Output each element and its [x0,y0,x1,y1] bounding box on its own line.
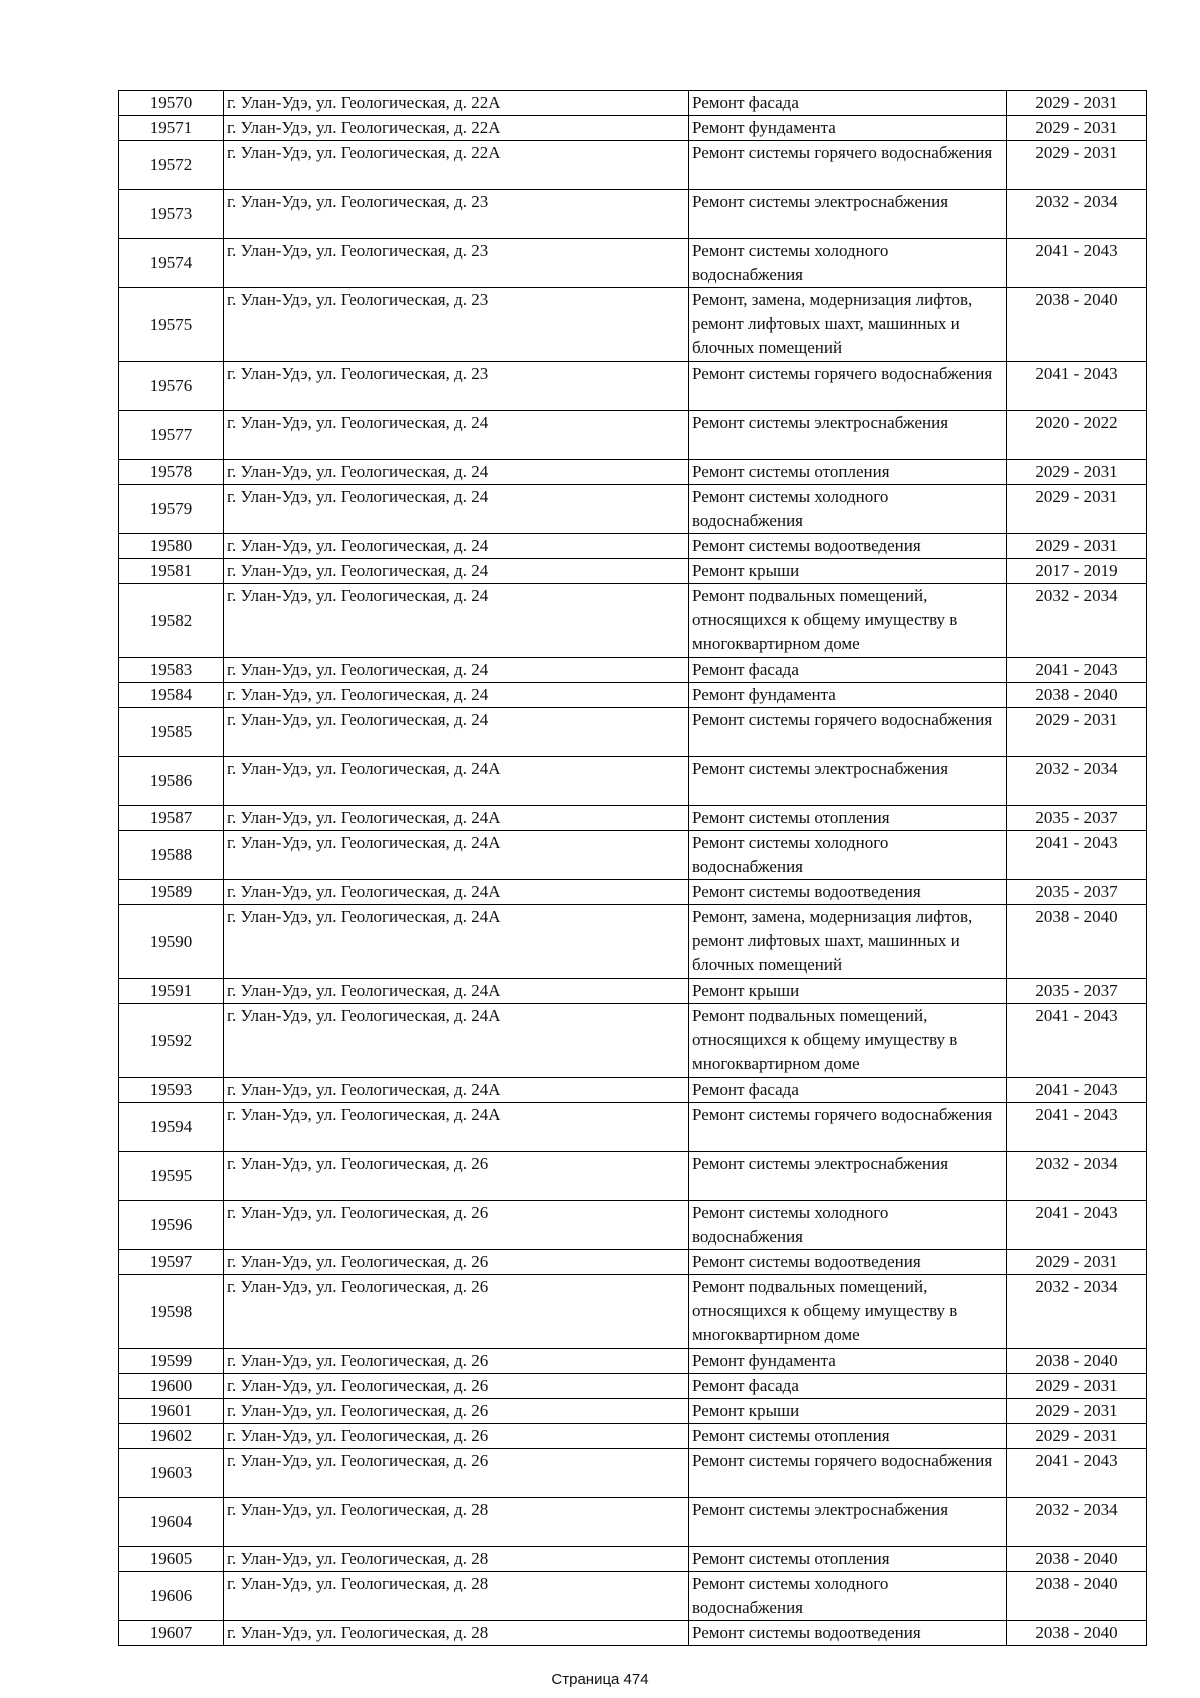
work-type-cell: Ремонт системы холодного водоснабжения [689,485,1007,534]
row-number-cell: 19575 [119,288,224,362]
row-number-cell: 19571 [119,116,224,141]
work-type-cell: Ремонт системы горячего водоснабжения [689,1449,1007,1498]
table-row [119,683,1147,708]
address-cell: г. Улан-Удэ, ул. Геологическая, д. 24А [224,806,689,831]
table-row [119,1498,1147,1547]
table-row [119,362,1147,411]
row-number-cell: 19596 [119,1201,224,1250]
row-number-cell: 19577 [119,411,224,460]
work-type-cell: Ремонт, замена, модернизация лифтов, ремонт лифтовых шахт, машинных и блочных помещений [689,288,1007,362]
work-type-cell: Ремонт системы горячего водоснабжения [689,708,1007,757]
work-type-cell: Ремонт фасада [689,1078,1007,1103]
period-cell: 2029 - 2031 [1007,1399,1147,1424]
address-cell: г. Улан-Удэ, ул. Геологическая, д. 26 [224,1349,689,1374]
table-row [119,1621,1147,1646]
work-type-cell: Ремонт фундамента [689,1349,1007,1374]
row-number-cell: 19601 [119,1399,224,1424]
period-cell: 2032 - 2034 [1007,757,1147,806]
address-cell: г. Улан-Удэ, ул. Геологическая, д. 26 [224,1152,689,1201]
table-row [119,116,1147,141]
row-number-cell: 19603 [119,1449,224,1498]
work-type-cell: Ремонт подвальных помещений, относящихся к общему имуществу в многоквартирном доме [689,1275,1007,1349]
address-cell: г. Улан-Удэ, ул. Геологическая, д. 24А [224,880,689,905]
row-number-cell: 19574 [119,239,224,288]
table-row [119,1201,1147,1250]
work-type-cell: Ремонт системы холодного водоснабжения [689,831,1007,880]
address-cell: г. Улан-Удэ, ул. Геологическая, д. 24 [224,584,689,658]
table-row [119,411,1147,460]
period-cell: 2032 - 2034 [1007,584,1147,658]
work-type-cell: Ремонт системы электроснабжения [689,190,1007,239]
period-cell: 2029 - 2031 [1007,485,1147,534]
table-row [119,584,1147,658]
period-cell: 2032 - 2034 [1007,1275,1147,1349]
row-number-cell: 19595 [119,1152,224,1201]
row-number-cell: 19593 [119,1078,224,1103]
period-cell: 2029 - 2031 [1007,1424,1147,1449]
period-cell: 2038 - 2040 [1007,1621,1147,1646]
table-row [119,460,1147,485]
address-cell: г. Улан-Удэ, ул. Геологическая, д. 28 [224,1621,689,1646]
period-cell: 2041 - 2043 [1007,1004,1147,1078]
table-row [119,1572,1147,1621]
address-cell: г. Улан-Удэ, ул. Геологическая, д. 24 [224,460,689,485]
address-cell: г. Улан-Удэ, ул. Геологическая, д. 26 [224,1374,689,1399]
period-cell: 2038 - 2040 [1007,1572,1147,1621]
row-number-cell: 19580 [119,534,224,559]
work-type-cell: Ремонт системы электроснабжения [689,411,1007,460]
table-row [119,1004,1147,1078]
work-type-cell: Ремонт системы холодного водоснабжения [689,1572,1007,1621]
work-type-cell: Ремонт системы горячего водоснабжения [689,1103,1007,1152]
period-cell: 2029 - 2031 [1007,460,1147,485]
row-number-cell: 19581 [119,559,224,584]
work-type-cell: Ремонт системы холодного водоснабжения [689,1201,1007,1250]
period-cell: 2038 - 2040 [1007,683,1147,708]
address-cell: г. Улан-Удэ, ул. Геологическая, д. 24А [224,757,689,806]
table-row [119,1424,1147,1449]
row-number-cell: 19604 [119,1498,224,1547]
row-number-cell: 19578 [119,460,224,485]
address-cell: г. Улан-Удэ, ул. Геологическая, д. 24 [224,683,689,708]
address-cell: г. Улан-Удэ, ул. Геологическая, д. 24А [224,979,689,1004]
work-type-cell: Ремонт подвальных помещений, относящихся к общему имуществу в многоквартирном доме [689,1004,1007,1078]
table-row [119,485,1147,534]
table-body [119,91,1147,1646]
address-cell: г. Улан-Удэ, ул. Геологическая, д. 24 [224,411,689,460]
period-cell: 2029 - 2031 [1007,116,1147,141]
address-cell: г. Улан-Удэ, ул. Геологическая, д. 24А [224,831,689,880]
address-cell: г. Улан-Удэ, ул. Геологическая, д. 24А [224,1103,689,1152]
row-number-cell: 19591 [119,979,224,1004]
table-row [119,658,1147,683]
period-cell: 2029 - 2031 [1007,708,1147,757]
work-type-cell: Ремонт, замена, модернизация лифтов, ремонт лифтовых шахт, машинных и блочных помещений [689,905,1007,979]
period-cell: 2041 - 2043 [1007,1201,1147,1250]
address-cell: г. Улан-Удэ, ул. Геологическая, д. 23 [224,288,689,362]
work-type-cell: Ремонт системы электроснабжения [689,1152,1007,1201]
address-cell: г. Улан-Удэ, ул. Геологическая, д. 23 [224,190,689,239]
row-number-cell: 19588 [119,831,224,880]
address-cell: г. Улан-Удэ, ул. Геологическая, д. 26 [224,1275,689,1349]
address-cell: г. Улан-Удэ, ул. Геологическая, д. 28 [224,1547,689,1572]
table-row [119,708,1147,757]
period-cell: 2029 - 2031 [1007,1374,1147,1399]
row-number-cell: 19573 [119,190,224,239]
row-number-cell: 19607 [119,1621,224,1646]
row-number-cell: 19594 [119,1103,224,1152]
period-cell: 2029 - 2031 [1007,534,1147,559]
table-row [119,1250,1147,1275]
period-cell: 2032 - 2034 [1007,1152,1147,1201]
row-number-cell: 19589 [119,880,224,905]
address-cell: г. Улан-Удэ, ул. Геологическая, д. 22А [224,91,689,116]
address-cell: г. Улан-Удэ, ул. Геологическая, д. 24А [224,1078,689,1103]
address-cell: г. Улан-Удэ, ул. Геологическая, д. 26 [224,1250,689,1275]
work-type-cell: Ремонт системы отопления [689,1547,1007,1572]
work-type-cell: Ремонт системы отопления [689,806,1007,831]
address-cell: г. Улан-Удэ, ул. Геологическая, д. 26 [224,1449,689,1498]
address-cell: г. Улан-Удэ, ул. Геологическая, д. 24 [224,658,689,683]
period-cell: 2041 - 2043 [1007,1449,1147,1498]
table-row [119,1078,1147,1103]
period-cell: 2017 - 2019 [1007,559,1147,584]
table-row [119,1275,1147,1349]
address-cell: г. Улан-Удэ, ул. Геологическая, д. 26 [224,1201,689,1250]
row-number-cell: 19587 [119,806,224,831]
table-row [119,559,1147,584]
table-row [119,831,1147,880]
work-type-cell: Ремонт системы электроснабжения [689,1498,1007,1547]
period-cell: 2041 - 2043 [1007,1103,1147,1152]
address-cell: г. Улан-Удэ, ул. Геологическая, д. 24 [224,559,689,584]
row-number-cell: 19579 [119,485,224,534]
period-cell: 2035 - 2037 [1007,806,1147,831]
table-row [119,1399,1147,1424]
period-cell: 2029 - 2031 [1007,141,1147,190]
row-number-cell: 19585 [119,708,224,757]
address-cell: г. Улан-Удэ, ул. Геологическая, д. 22А [224,116,689,141]
row-number-cell: 19605 [119,1547,224,1572]
row-number-cell: 19606 [119,1572,224,1621]
period-cell: 2038 - 2040 [1007,905,1147,979]
period-cell: 2041 - 2043 [1007,362,1147,411]
page-number: Страница 474 [551,1671,649,1688]
address-cell: г. Улан-Удэ, ул. Геологическая, д. 24А [224,1004,689,1078]
table-row [119,1349,1147,1374]
period-cell: 2038 - 2040 [1007,1349,1147,1374]
address-cell: г. Улан-Удэ, ул. Геологическая, д. 24 [224,534,689,559]
address-cell: г. Улан-Удэ, ул. Геологическая, д. 28 [224,1498,689,1547]
table-row [119,1449,1147,1498]
row-number-cell: 19584 [119,683,224,708]
period-cell: 2041 - 2043 [1007,831,1147,880]
table-row [119,757,1147,806]
work-type-cell: Ремонт крыши [689,559,1007,584]
work-type-cell: Ремонт системы электроснабжения [689,757,1007,806]
row-number-cell: 19602 [119,1424,224,1449]
row-number-cell: 19582 [119,584,224,658]
address-cell: г. Улан-Удэ, ул. Геологическая, д. 26 [224,1399,689,1424]
work-type-cell: Ремонт крыши [689,979,1007,1004]
table-row [119,1547,1147,1572]
row-number-cell: 19599 [119,1349,224,1374]
work-type-cell: Ремонт фундамента [689,683,1007,708]
period-cell: 2032 - 2034 [1007,1498,1147,1547]
work-type-cell: Ремонт системы водоотведения [689,534,1007,559]
row-number-cell: 19597 [119,1250,224,1275]
table-row [119,190,1147,239]
work-type-cell: Ремонт фасада [689,1374,1007,1399]
work-type-cell: Ремонт фасада [689,658,1007,683]
row-number-cell: 19600 [119,1374,224,1399]
work-type-cell: Ремонт системы водоотведения [689,1250,1007,1275]
work-type-cell: Ремонт системы горячего водоснабжения [689,362,1007,411]
work-type-cell: Ремонт системы отопления [689,1424,1007,1449]
row-number-cell: 19572 [119,141,224,190]
address-cell: г. Улан-Удэ, ул. Геологическая, д. 23 [224,362,689,411]
period-cell: 2035 - 2037 [1007,880,1147,905]
period-cell: 2038 - 2040 [1007,1547,1147,1572]
table-row [119,979,1147,1004]
address-cell: г. Улан-Удэ, ул. Геологическая, д. 24А [224,905,689,979]
work-type-cell: Ремонт системы отопления [689,460,1007,485]
table-row [119,1152,1147,1201]
table-row [119,288,1147,362]
work-type-cell: Ремонт фундамента [689,116,1007,141]
address-cell: г. Улан-Удэ, ул. Геологическая, д. 24 [224,708,689,757]
period-cell: 2041 - 2043 [1007,239,1147,288]
period-cell: 2035 - 2037 [1007,979,1147,1004]
row-number-cell: 19570 [119,91,224,116]
period-cell: 2020 - 2022 [1007,411,1147,460]
address-cell: г. Улан-Удэ, ул. Геологическая, д. 23 [224,239,689,288]
work-type-cell: Ремонт подвальных помещений, относящихся к общему имуществу в многоквартирном доме [689,584,1007,658]
work-type-cell: Ремонт системы холодного водоснабжения [689,239,1007,288]
table-row [119,905,1147,979]
table-row [119,91,1147,116]
period-cell: 2038 - 2040 [1007,288,1147,362]
row-number-cell: 19590 [119,905,224,979]
period-cell: 2041 - 2043 [1007,1078,1147,1103]
period-cell: 2029 - 2031 [1007,1250,1147,1275]
period-cell: 2041 - 2043 [1007,658,1147,683]
row-number-cell: 19576 [119,362,224,411]
row-number-cell: 19598 [119,1275,224,1349]
table-row [119,534,1147,559]
table-row [119,1103,1147,1152]
work-type-cell: Ремонт системы водоотведения [689,1621,1007,1646]
table-row [119,239,1147,288]
address-cell: г. Улан-Удэ, ул. Геологическая, д. 28 [224,1572,689,1621]
work-type-cell: Ремонт системы водоотведения [689,880,1007,905]
row-number-cell: 19586 [119,757,224,806]
table-row [119,141,1147,190]
work-type-cell: Ремонт системы горячего водоснабжения [689,141,1007,190]
address-cell: г. Улан-Удэ, ул. Геологическая, д. 24 [224,485,689,534]
table-row [119,1374,1147,1399]
work-type-cell: Ремонт крыши [689,1399,1007,1424]
address-cell: г. Улан-Удэ, ул. Геологическая, д. 26 [224,1424,689,1449]
table-row [119,806,1147,831]
period-cell: 2032 - 2034 [1007,190,1147,239]
work-type-cell: Ремонт фасада [689,91,1007,116]
address-cell: г. Улан-Удэ, ул. Геологическая, д. 22А [224,141,689,190]
table-row [119,880,1147,905]
row-number-cell: 19592 [119,1004,224,1078]
period-cell: 2029 - 2031 [1007,91,1147,116]
row-number-cell: 19583 [119,658,224,683]
capital-repair-table [118,90,1147,1646]
